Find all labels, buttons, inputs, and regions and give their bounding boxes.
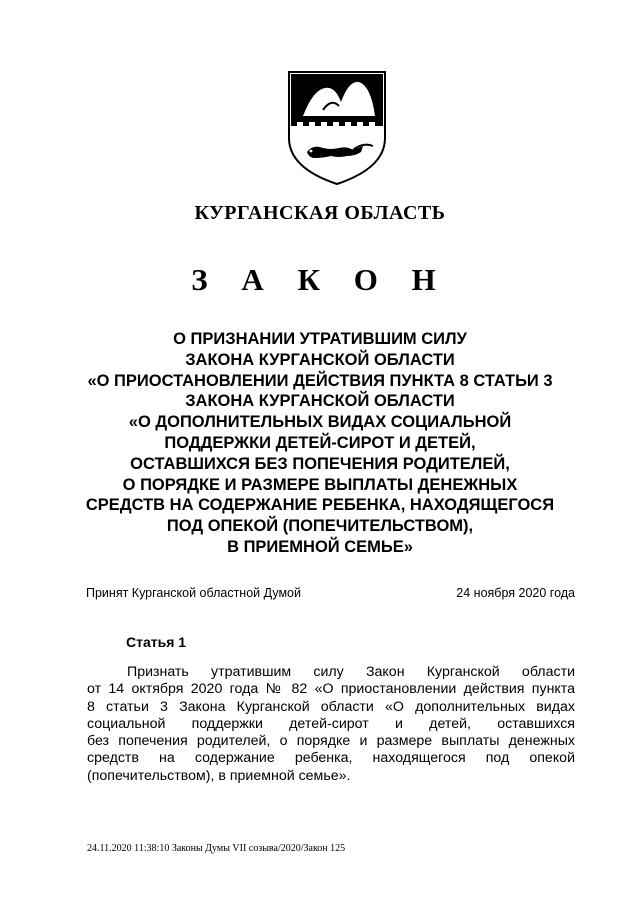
document-type: З А К О Н xyxy=(191,262,449,297)
title-line: О ПРИЗНАНИИ УТРАТИВШИМ СИЛУ xyxy=(173,330,467,348)
kurgan-coat-of-arms-icon xyxy=(283,68,391,186)
adopted-by: Принят Курганской областной Думой xyxy=(86,586,301,600)
law-title xyxy=(0,329,640,558)
title-line: ПОДДЕРЖКИ ДЕТЕЙ-СИРОТ И ДЕТЕЙ, xyxy=(164,433,476,452)
title-line: ЗАКОНА КУРГАНСКОЙ ОБЛАСТИ xyxy=(185,350,455,369)
footer-stamp: 24.11.2020 11:38:10 Законы Думы VII созыва/2020/Закон 125 xyxy=(87,843,346,854)
title-line: ОСТАВШИХСЯ БЕЗ ПОПЕЧЕНИЯ РОДИТЕЛЕЙ, xyxy=(130,454,510,473)
title-line: СРЕДСТВ НА СОДЕРЖАНИЕ РЕБЕНКА, НАХОДЯЩЕГОСЯ xyxy=(85,496,555,515)
body-line: 8 статьи 3 Закона Курганской области «О дополнительных видах xyxy=(87,698,575,715)
title-line: О ПОРЯДКЕ И РАЗМЕРЕ ВЫПЛАТЫ ДЕНЕЖНЫХ xyxy=(122,475,518,494)
title-line: В ПРИЕМНОЙ СЕМЬЕ» xyxy=(227,537,413,556)
adoption-date: 24 ноября 2020 года xyxy=(456,586,575,600)
body-line: социальной поддержки детей-сирот и детей, оставшихся xyxy=(87,715,575,732)
body-line: без попечения родителей, о порядке и размере выплаты денежных xyxy=(87,733,575,750)
title-line: ЗАКОНА КУРГАНСКОЙ ОБЛАСТИ xyxy=(185,392,455,411)
region-name: КУРГАНСКАЯ ОБЛАСТЬ xyxy=(194,202,446,224)
body-line: средств на содержание ребенка, находящегося под опекой xyxy=(87,750,575,767)
title-line: «О ДОПОЛНИТЕЛЬНЫХ ВИДАХ СОЦИАЛЬНОЙ xyxy=(128,413,512,432)
article-heading: Статья 1 xyxy=(126,634,187,650)
article-body xyxy=(87,664,575,785)
body-line: от 14 октября 2020 года № 82 «О приостановлении действия пункта xyxy=(87,681,575,698)
body-line: Признать утратившим силу Закон Курганской области xyxy=(127,664,575,680)
title-line: ПОД ОПЕКОЙ (ПОПЕЧИТЕЛЬСТВОМ), xyxy=(166,517,474,536)
title-line: «О ПРИОСТАНОВЛЕНИИ ДЕЙСТВИЯ ПУНКТА 8 СТАТЬИ 3 xyxy=(87,371,553,390)
body-line: (попечительством), в приемной семье». xyxy=(87,767,351,784)
